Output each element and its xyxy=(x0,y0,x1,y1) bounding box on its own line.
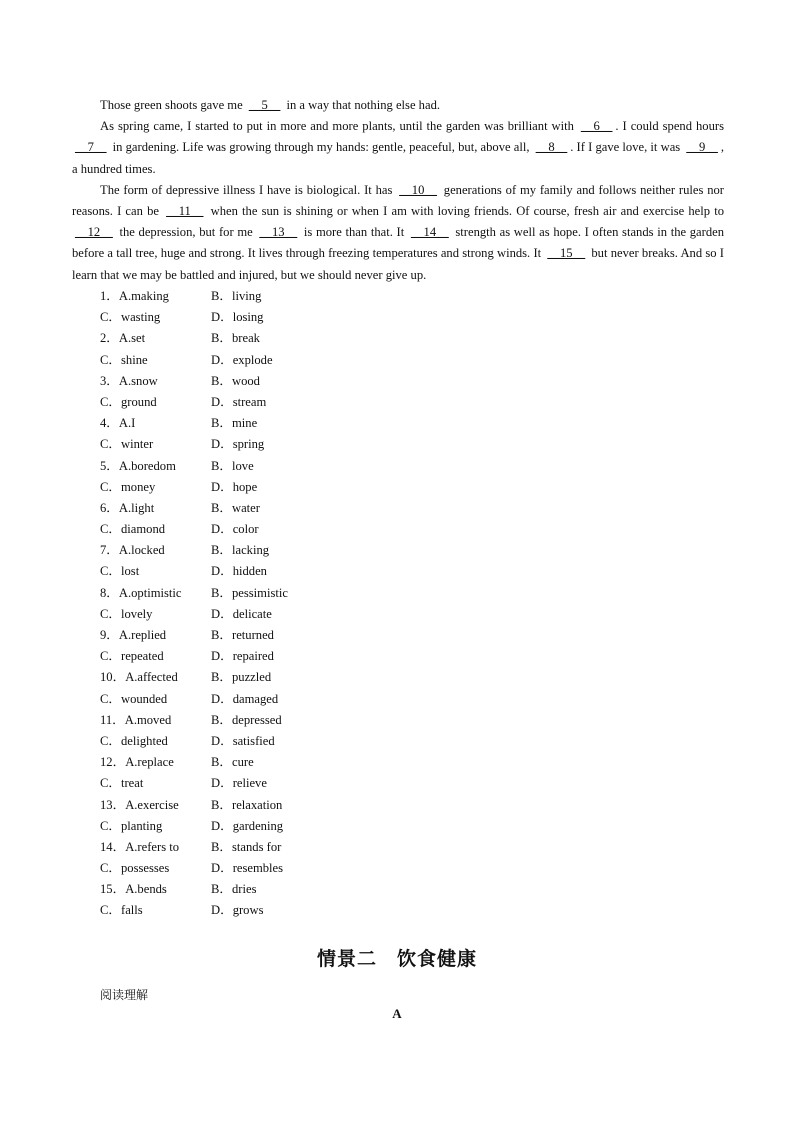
option-row xyxy=(100,604,400,625)
section-label: 阅读理解 xyxy=(100,988,149,1002)
option-row xyxy=(100,795,400,816)
option-row xyxy=(100,477,400,498)
option-row xyxy=(100,837,400,858)
option-row xyxy=(100,371,400,392)
option-left: C．delighted xyxy=(100,733,168,748)
option-row xyxy=(100,498,400,519)
option-left: C．wasting xyxy=(100,310,161,325)
option-left: 7．A.locked xyxy=(100,543,165,558)
option-left: 3．A.snow xyxy=(100,373,158,388)
option-row xyxy=(100,689,400,710)
option-row xyxy=(100,710,400,731)
option-row xyxy=(100,773,400,794)
option-row xyxy=(100,413,400,434)
option-left: 5．A.boredom xyxy=(100,458,176,473)
section-title: 情景二 饮食健康 xyxy=(316,948,477,970)
option-left: C．shine xyxy=(100,352,148,367)
option-left: 2．A.set xyxy=(100,331,146,346)
option-right: D．hidden xyxy=(211,564,267,579)
option-right: B．pessimistic xyxy=(211,585,288,600)
option-left: 12．A.replace xyxy=(100,755,174,770)
option-left: C．winter xyxy=(100,437,154,452)
option-row xyxy=(100,731,400,752)
option-right: B．relaxation xyxy=(211,797,283,812)
option-left: 14．A.refers to xyxy=(100,839,180,854)
option-right: D．losing xyxy=(211,310,264,325)
option-row xyxy=(100,858,400,879)
option-right: B．lacking xyxy=(211,543,270,558)
option-row xyxy=(100,667,400,688)
passage-paragraph-1: Those green shoots gave me __5__ in a way that nothing else had. xyxy=(100,98,441,112)
answer-options xyxy=(100,286,400,922)
cloze-passage xyxy=(72,95,724,286)
option-row xyxy=(100,350,400,371)
option-left: C．money xyxy=(100,479,156,494)
option-right: D．stream xyxy=(211,394,267,409)
option-right: B．depressed xyxy=(211,712,282,727)
option-row xyxy=(100,519,400,540)
option-left: C．diamond xyxy=(100,522,166,537)
option-right: B．cure xyxy=(211,755,254,770)
option-right: B．mine xyxy=(211,416,258,431)
option-right: D．resembles xyxy=(211,861,284,876)
option-left: 4．A.I xyxy=(100,416,136,431)
option-row xyxy=(100,879,400,900)
option-right: D．relieve xyxy=(211,776,267,791)
passage-paragraph-2: As spring came, I started to put in more and more plants, until the garden was brilliant with __6__ . I could spend hours __7__ in gardening. Life was growing through my hands: gentle, peaceful, but, above all, __8__ . If I gave love, it was __9__ , a hundred times. xyxy=(72,119,724,176)
option-row xyxy=(100,561,400,582)
option-left: C．ground xyxy=(100,394,157,409)
option-right: D．delicate xyxy=(211,606,272,621)
option-row xyxy=(100,583,400,604)
passage-letter: A xyxy=(392,1006,402,1021)
option-left: 15．A.bends xyxy=(100,882,167,897)
option-right: B．puzzled xyxy=(211,670,272,685)
option-row xyxy=(100,625,400,646)
option-row xyxy=(100,456,400,477)
option-left: C．repeated xyxy=(100,649,164,664)
option-right: D．spring xyxy=(211,437,265,452)
option-right: D．explode xyxy=(211,352,273,367)
option-left: 10．A.affected xyxy=(100,670,178,685)
option-row xyxy=(100,752,400,773)
option-left: C．lost xyxy=(100,564,140,579)
option-left: 1．A.making xyxy=(100,289,169,303)
option-right: B．wood xyxy=(211,373,260,388)
passage-paragraph-3: The form of depressive illness I have is biological. It has __10__ generations of my family and follows neither rules nor reasons. I can be __11__ when the sun is shining or when I am with loving friends. Of course, fresh air and exercise help to __12__ the depression, but for me __13__ is more than that. It __14__ strength as well as hope. I often stands in the garden before a tall tree, huge and strong. It lives through freezing temperatures and strong winds. It __15__ but never breaks. And so I learn that we may be battled and injured, but we should never give up. xyxy=(72,182,725,282)
option-left: C．lovely xyxy=(100,606,153,621)
option-row xyxy=(100,328,400,349)
option-row xyxy=(100,816,400,837)
option-right: B．stands for xyxy=(211,839,282,854)
option-row xyxy=(100,540,400,561)
option-right: B．love xyxy=(211,458,254,473)
option-left: C．possesses xyxy=(100,861,170,876)
option-right: B．returned xyxy=(211,628,274,642)
option-right: B．dries xyxy=(211,882,257,897)
option-left: 8．A.optimistic xyxy=(100,585,182,600)
option-left: 11．A.moved xyxy=(100,712,172,727)
option-left: C．planting xyxy=(100,818,163,833)
option-row xyxy=(100,900,400,921)
option-left: 6．A.light xyxy=(100,500,155,515)
option-left: C．falls xyxy=(100,903,143,918)
option-right: D．gardening xyxy=(211,818,284,833)
option-right: D．satisfied xyxy=(211,733,275,748)
option-right: D．grows xyxy=(211,903,264,918)
option-right: B．break xyxy=(211,331,260,346)
option-row xyxy=(100,286,400,307)
option-right: D．repaired xyxy=(211,649,274,664)
option-left: C．wounded xyxy=(100,691,168,706)
option-right: D．color xyxy=(211,522,259,537)
option-right: D．hope xyxy=(211,479,258,494)
option-row xyxy=(100,646,400,667)
option-left: C．treat xyxy=(100,776,144,791)
option-left: 9．A.replied xyxy=(100,628,167,642)
option-right: B．water xyxy=(211,500,260,515)
option-row xyxy=(100,434,400,455)
option-right: B．living xyxy=(211,289,262,303)
option-row xyxy=(100,307,400,328)
option-right: D．damaged xyxy=(211,691,279,706)
option-left: 13．A.exercise xyxy=(100,797,179,812)
option-row xyxy=(100,392,400,413)
